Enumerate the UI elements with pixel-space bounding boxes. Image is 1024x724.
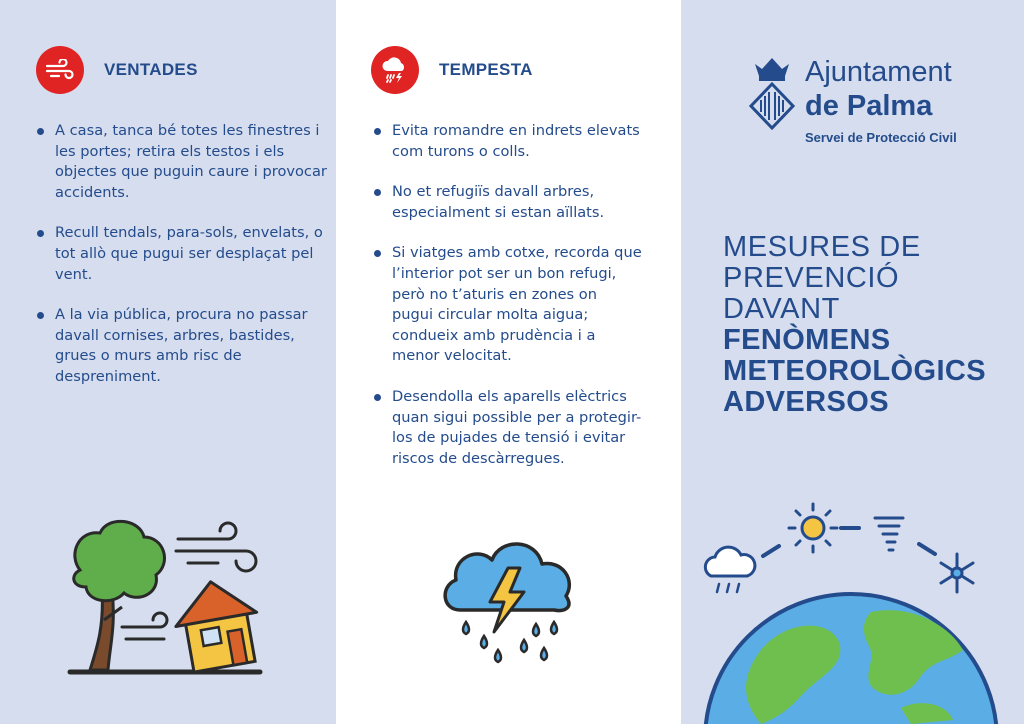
list-item: Desendolla els aparells elèctrics quan sigui possible per a protegir-los de pujades de tensió i evitar riscos de descàrregues. <box>372 387 642 469</box>
tempesta-list <box>372 121 642 489</box>
ventades-panel <box>0 0 336 724</box>
tempesta-header <box>371 46 533 94</box>
list-item: Recull tendals, para-sols, envelats, o tot allò que pugui ser desplaçat pel vent. <box>35 223 327 285</box>
ventades-title: VENTADES <box>104 60 198 79</box>
title-line: PREVENCIÓ <box>723 262 900 294</box>
globe-icon <box>705 594 997 724</box>
snowflake-icon <box>941 554 973 592</box>
page-title <box>723 232 1013 418</box>
sun-icon <box>789 504 837 552</box>
windy-house-illustration <box>60 515 290 685</box>
ajuntament-logo <box>749 56 957 145</box>
tornado-icon <box>875 518 903 550</box>
tempesta-title: TEMPESTA <box>439 60 533 79</box>
cover-panel <box>681 0 1024 724</box>
list-item: A casa, tanca bé totes les finestres i les portes; retira els testos i els objectes que puguin caure i provocar accidents. <box>35 121 327 203</box>
tempesta-panel <box>336 0 681 724</box>
logo-subtitle: Servei de Protecció Civil <box>805 130 957 145</box>
logo-ajuntament: Ajuntament <box>805 56 952 88</box>
list-item: A la via pública, procura no passar davall cornises, arbres, bastides, grues o murs amb risc de despreniment. <box>35 305 327 387</box>
globe-weather-illustration <box>701 500 1011 724</box>
title-line: MESURES DE <box>723 231 921 263</box>
title-line-bold: METEOROLÒGICS <box>723 355 986 387</box>
title-line-bold: ADVERSOS <box>723 386 889 418</box>
ventades-header <box>36 46 198 94</box>
list-item: Si viatges amb cotxe, recorda que l’interior pot ser un bon refugi, però no t’aturis en zones on pugui circular molta aigua; condueix amb prudència i a menor velocitat. <box>372 243 642 367</box>
title-line-bold: FENÒMENS <box>723 324 891 356</box>
title-line: DAVANT <box>723 293 840 325</box>
ventades-list <box>35 121 327 408</box>
list-item: Evita romandre en indrets elevats com turons o colls. <box>372 121 642 162</box>
logo-de-palma: de Palma <box>805 90 933 122</box>
coat-of-arms-icon <box>749 56 795 136</box>
storm-cloud-illustration <box>438 530 578 680</box>
list-item: No et refugiïs davall arbres, especialment si estan aïllats. <box>372 182 642 223</box>
rain-cloud-icon <box>705 547 755 592</box>
storm-cloud-icon <box>371 46 419 94</box>
wind-icon <box>36 46 84 94</box>
